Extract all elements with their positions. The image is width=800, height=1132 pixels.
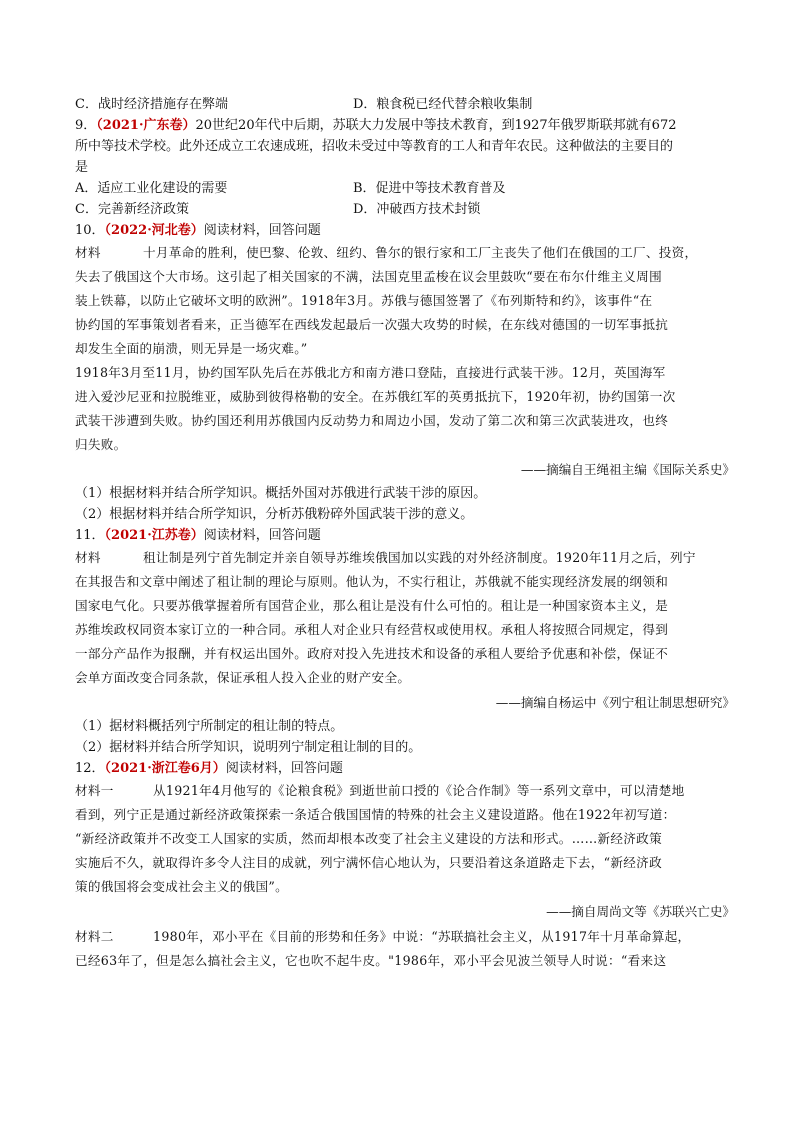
q9-source-tag: （2021·广东卷） <box>96 118 196 133</box>
q12-source-citation: ——摘自周尚文等《苏联兴亡史》 <box>546 904 735 919</box>
q9-option-b: B．促进中等技术教育普及 <box>353 181 506 196</box>
q11-subquestion-1: （1）据材料概括列宁所制定的租让制的特点。 <box>75 719 344 734</box>
q11-material-label: 材料 <box>75 550 101 565</box>
q9-options-row-1 <box>75 178 735 199</box>
q11-number: 11． <box>75 528 105 543</box>
option-c: C．战时经济措施存在弊端 <box>75 97 228 112</box>
q10-material-line: 1918年3月至11月，协约国军队先后在苏俄北方和南方港口登陆，直接进行武装干涉。12月，英国海军 <box>75 365 666 380</box>
document-page <box>75 94 735 973</box>
q11-material-line: 国家电气化。只要苏俄掌握着所有国营企业，那么租让是没有什么可怕的。租让是一种国家资本主义，是 <box>75 598 669 613</box>
q11-prompt: 阅读材料，回答问题 <box>203 528 321 543</box>
q10-material-line: 装上铁幕，以防止它破坏文明的欧洲”。1918年3月。苏俄与德国签署了《布列斯特和约》，该事件“在 <box>75 293 653 308</box>
q10-material-label: 材料 <box>75 245 101 260</box>
q11-material-line: 苏维埃政权同资本家订立的一种合同。承租人对企业只有经营权或使用权。承租人将按照合同规定，得到 <box>75 622 669 637</box>
q12-material1-text: 从1921年4月他写的《论粮食税》到逝世前口授的《论合作制》等一系列文章中，可以清楚地 <box>153 783 685 798</box>
q11-material-line: 在其报告和文章中阐述了租让制的理论与原则。他认为，不实行租让，苏俄就不能实现经济发展的纲领和 <box>75 574 669 589</box>
q10-prompt: 阅读材料，回答问题 <box>203 223 321 238</box>
q10-material-line: 失去了俄国这个大市场。这引起了相关国家的不满，法国克里孟梭在议会里鼓吹“要在布尔什维主义周围 <box>75 269 662 284</box>
q11-source-tag: （2021·江苏卷） <box>104 528 204 543</box>
q11-header <box>75 525 735 546</box>
q11-source-citation: ——摘编自杨运中《列宁租让制思想研究》 <box>495 695 735 710</box>
q11-material-text: 租让制是列宁首先制定并亲自领导苏维埃俄国加以实践的对外经济制度。1920年11月之后，列宁 <box>143 550 696 565</box>
q9-stem-line-3: 是 <box>75 160 89 175</box>
q9-options-row-2 <box>75 199 735 220</box>
q9-option-d: D．冲破西方技术封锁 <box>353 202 481 217</box>
q9-number: 9． <box>75 118 97 133</box>
q12-material2-line: 已经63年了，但是怎么搞社会主义，它也吹不起牛皮。"1986年，邓小平会见波兰领导人时说：“看来这 <box>75 953 667 968</box>
q10-material-line: 武装干涉遭到失败。协约国还利用苏俄国内反动势力和周边小国，发动了第二次和第三次武装进攻，也终 <box>75 413 669 428</box>
q10-material-text: 十月革命的胜利，使巴黎、伦敦、纽约、鲁尔的银行家和工厂主丧失了他们在俄国的工厂、投资， <box>143 245 698 260</box>
q10-subquestion-2: （2）根据材料并结合所学知识，分析苏俄粉碎外国武装干涉的意义。 <box>75 507 474 522</box>
q10-subquestion-1: （1）根据材料并结合所学知识。概括外国对苏俄进行武装干涉的原因。 <box>75 486 487 501</box>
q12-material1-label: 材料一 <box>75 783 114 798</box>
q10-header <box>75 220 735 241</box>
q11-material-line: 会单方面改变合同条款，保证承租人投入企业的财产安全。 <box>75 670 411 685</box>
q12-material2-label: 材料二 <box>75 929 114 944</box>
q9-stem-text-1: 20世纪20年代中后期，苏联大力发展中等技术教育，到1927年俄罗斯联邦就有672 <box>195 118 677 133</box>
q10-material-line: 归失败。 <box>75 437 127 452</box>
q10-material-line: 却发生全面的崩溃，则无异是一场灾难。” <box>75 341 308 356</box>
q9-option-c: C．完善新经济政策 <box>75 202 189 217</box>
q12-material1-line: “新经济政策并不改变工人国家的实质，然而却根本改变了社会主义建设的方法和形式。……新经济政策 <box>75 831 662 846</box>
q12-material1-line: 策的俄国将会变成社会主义的俄国”。 <box>75 879 289 894</box>
q9-option-a: A．适应工业化建设的需要 <box>75 181 228 196</box>
q12-material1-line <box>75 779 735 803</box>
q12-source-tag: （2021·浙江卷6月） <box>104 761 226 776</box>
q11-subquestion-2: （2）据材料并结合所学知识，说明列宁制定租让制的目的。 <box>75 740 422 755</box>
option-d: D．粮食税已经代替余粮收集制 <box>353 97 533 112</box>
q10-source-tag: （2022·河北卷） <box>104 223 204 238</box>
q12-material1-line: 看到，列宁正是通过新经济政策探索一条适合俄国国情的特殊的社会主义建设道路。他在1922年初写道： <box>75 807 676 822</box>
q12-prompt: 阅读材料，回答问题 <box>225 761 343 776</box>
q9-stem-line-1 <box>75 115 735 136</box>
q10-source-citation: ——摘编自王绳祖主编《国际关系史》 <box>520 462 735 477</box>
q10-material-line: 协约国的军事策划者看来，正当德军在西线发起最后一次强大攻势的时候，在东线对德国的一切军事抵抗 <box>75 317 669 332</box>
q12-number: 12． <box>75 761 105 776</box>
q11-material-line: 一部分产品作为报酬，并有权运出国外。政府对投入先进技术和设备的承租人要给予优惠和补偿，保证不 <box>75 646 669 661</box>
q11-material-line <box>75 546 735 570</box>
q10-number: 10． <box>75 223 105 238</box>
q12-material2-line <box>75 925 735 949</box>
q12-material2-text: 1980年，邓小平在《目前的形势和任务》中说：“苏联搞社会主义，从1917年十月革命算起， <box>153 929 691 944</box>
q12-material1-line: 实施后不久，就取得许多令人注目的成就，列宁满怀信心地认为，只要沿着这条道路走下去，“新经济政 <box>75 855 662 870</box>
q12-header <box>75 758 735 779</box>
q10-material-line: 进入爱沙尼亚和拉脱维亚，威胁到彼得格勒的安全。在苏俄红军的英勇抵抗下，1920年初，协约国第一次 <box>75 389 676 404</box>
q9-stem-line-2: 所中等技术学校。此外还成立工农速成班，招收未受过中等教育的工人和青年农民。这种做法的主要目的 <box>75 139 674 154</box>
prev-options-row <box>75 94 735 115</box>
q10-material-line <box>75 241 735 265</box>
